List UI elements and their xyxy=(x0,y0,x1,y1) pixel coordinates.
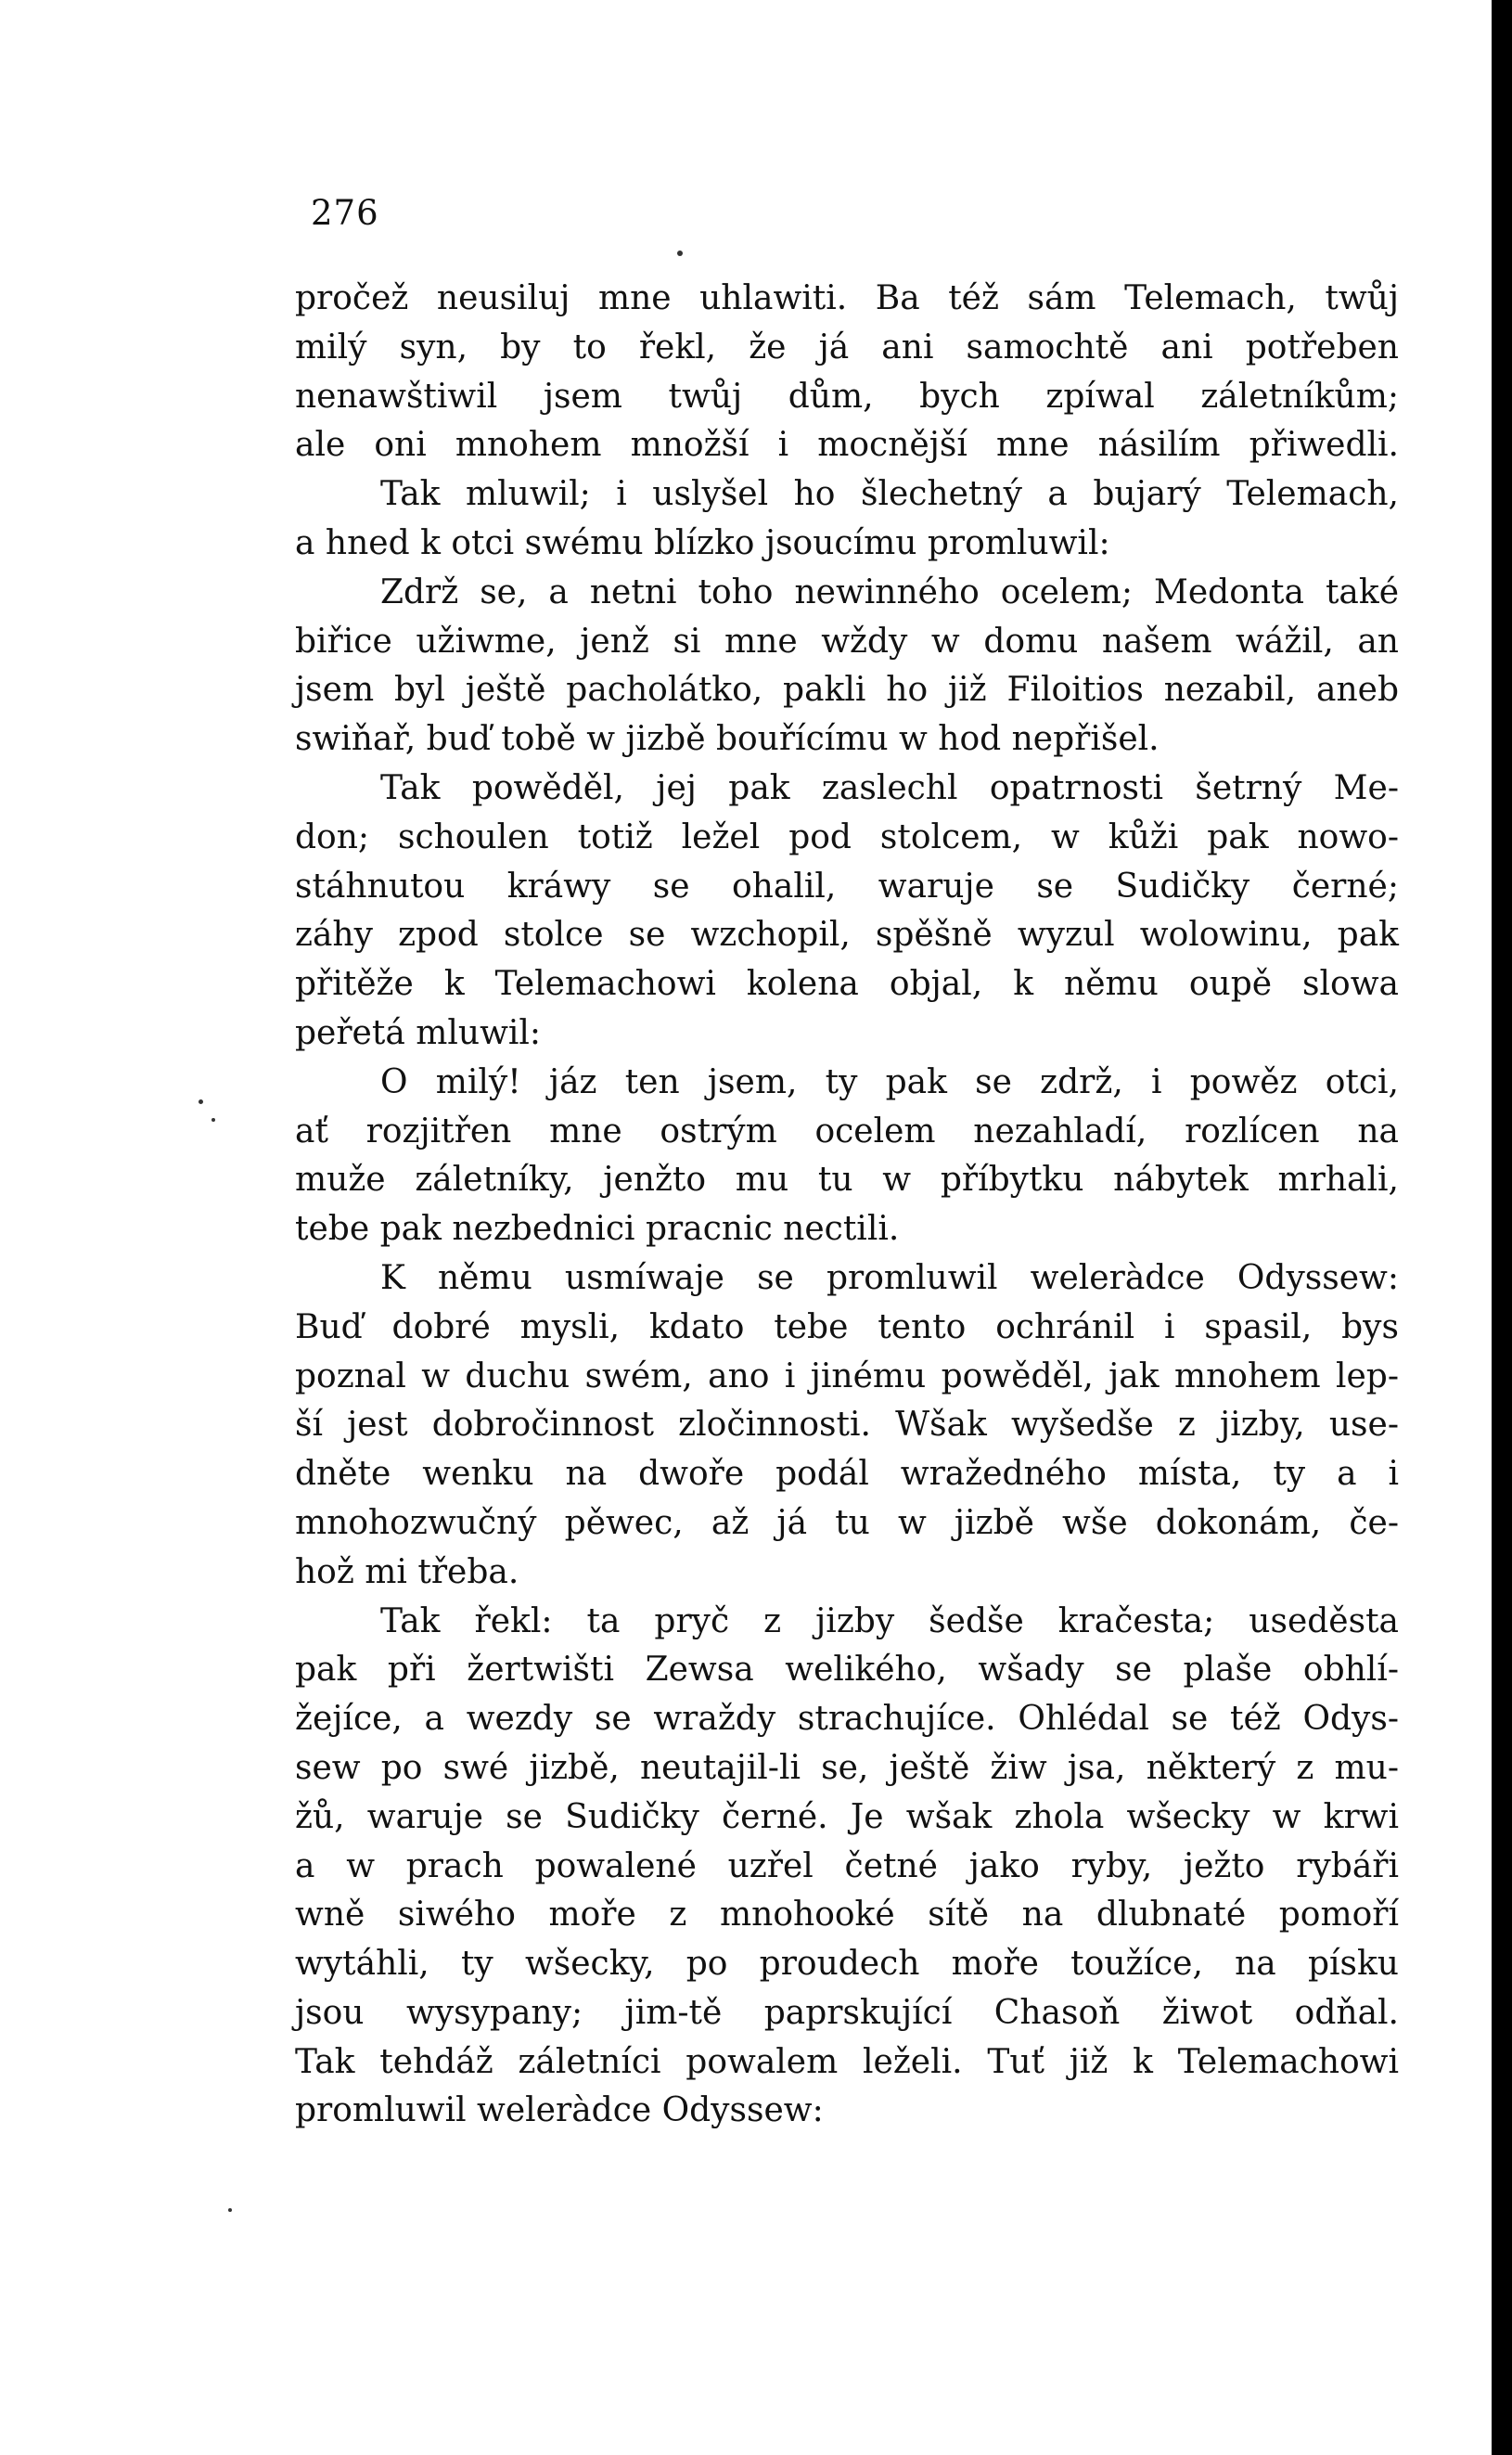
text-line: wně siwého moře z mnohooké sítě na dlubnaté pomoří xyxy=(295,1896,1399,1934)
text-line: ší jest dobročinnost zločinnosti. Wšak wyšedše z jizby, use- xyxy=(295,1406,1399,1445)
text-line: Tak řekl: ta pryč z jizby šedše kračesta; useděsta xyxy=(380,1601,1399,1640)
text-line: poznal w duchu swém, ano i jinému powěděl, jak mnohem lep- xyxy=(295,1356,1399,1395)
text-line: muže záletníky, jenžto mu tu w příbytku nábytek mrhali, xyxy=(295,1161,1399,1200)
text-line: žů, waruje se Sudičky černé. Je wšak zhola wšecky w krwi xyxy=(295,1797,1399,1836)
text-line: jsem byl ještě pacholátko, pakli ho již Filoitios nezabil, aneb xyxy=(295,671,1399,710)
text-line: ale oni mnohem množší i mocnější mne násilím přiwedli. xyxy=(295,426,1399,465)
text-line: dněte wenku na dwoře podál wražedného místa, ty a i xyxy=(295,1455,1399,1494)
text-line: pak při žertwišti Zewsa welikého, wšady se plaše obhlí- xyxy=(295,1651,1399,1690)
text-line: wytáhli, ty wšecky, po proudech moře toužíce, na písku xyxy=(295,1945,1399,1984)
text-line: a hned k otci swému blízko jsoucímu promluwil: xyxy=(295,523,1110,562)
text-line: stáhnutou kráwy se ohalil, waruje se Sudičky černé; xyxy=(295,867,1399,906)
text-line: Tak powěděl, jej pak zaslechl opatrnosti šetrný Me- xyxy=(380,768,1399,807)
text-line: záhy zpod stolce se wzchopil, spěšně wyzul wolowinu, pak xyxy=(295,916,1399,955)
text-line: přitěže k Telemachowi kolena objal, k němu oupě slowa xyxy=(295,965,1399,1004)
body-text xyxy=(295,275,1399,2136)
text-line: a w prach powalené uzřel četné jako ryby, ježto rybáři xyxy=(295,1846,1399,1885)
page-number: 276 xyxy=(311,193,379,233)
text-line: biřice užiwme, jenž si mne wždy w domu našem wážil, an xyxy=(295,622,1399,661)
text-line: O milý! jáz ten jsem, ty pak se zdrž, i powěz otci, xyxy=(380,1062,1399,1101)
scan-edge-border xyxy=(1492,0,1512,2455)
ink-speck xyxy=(199,1099,203,1104)
ink-speck xyxy=(228,2208,232,2212)
text-line: nenawštiwil jsem twůj dům, bych zpíwal záletníkům; xyxy=(295,377,1399,416)
text-line: pročež neusiluj mne uhlawiti. Ba též sám Telemach, twůj xyxy=(295,279,1399,317)
text-line: Tak mluwil; i uslyšel ho šlechetný a bujarý Telemach, xyxy=(380,475,1399,514)
ink-speck xyxy=(211,1118,215,1122)
text-line: ať rozjitřen mne ostrým ocelem nezahladí, rozlícen na xyxy=(295,1112,1399,1150)
text-line: Tak tehdáž záletníci powalem leželi. Tuť již k Telemachowi xyxy=(295,2042,1399,2081)
text-line: milý syn, by to řekl, že já ani samochtě ani potřeben xyxy=(295,328,1399,366)
text-line: mnohozwučný pěwec, až já tu w jizbě wše dokonám, če- xyxy=(295,1503,1399,1542)
text-line: swiňař, buď tobě w jizbě bouřícímu w hod nepřišel. xyxy=(295,720,1160,759)
ink-speck xyxy=(677,251,683,256)
text-line: jsou wysypany; jim-tě paprskující Chasoň žiwot odňal. xyxy=(295,1993,1399,2032)
text-line: žejíce, a wezdy se wraždy strachujíce. Ohlédal se též Odys- xyxy=(295,1700,1399,1739)
text-line: don; schoulen totiž ležel pod stolcem, w kůži pak nowo- xyxy=(295,817,1399,856)
text-line: tebe pak nezbednici pracnic nectili. xyxy=(295,1210,900,1249)
text-line: hož mi třeba. xyxy=(295,1552,519,1591)
text-line: peřetá mluwil: xyxy=(295,1013,542,1052)
text-line: Zdrž se, a netni toho newinného ocelem; Medonta také xyxy=(380,572,1399,611)
text-line: sew po swé jizbě, neutajil-li se, ještě žiw jsa, některý z mu- xyxy=(295,1748,1399,1787)
text-line: K němu usmíwaje se promluwil weleràdce Odyssew: xyxy=(380,1258,1399,1297)
text-line: Buď dobré mysli, kdato tebe tento ochránil i spasil, bys xyxy=(295,1307,1399,1346)
text-line: promluwil weleràdce Odyssew: xyxy=(295,2091,824,2130)
